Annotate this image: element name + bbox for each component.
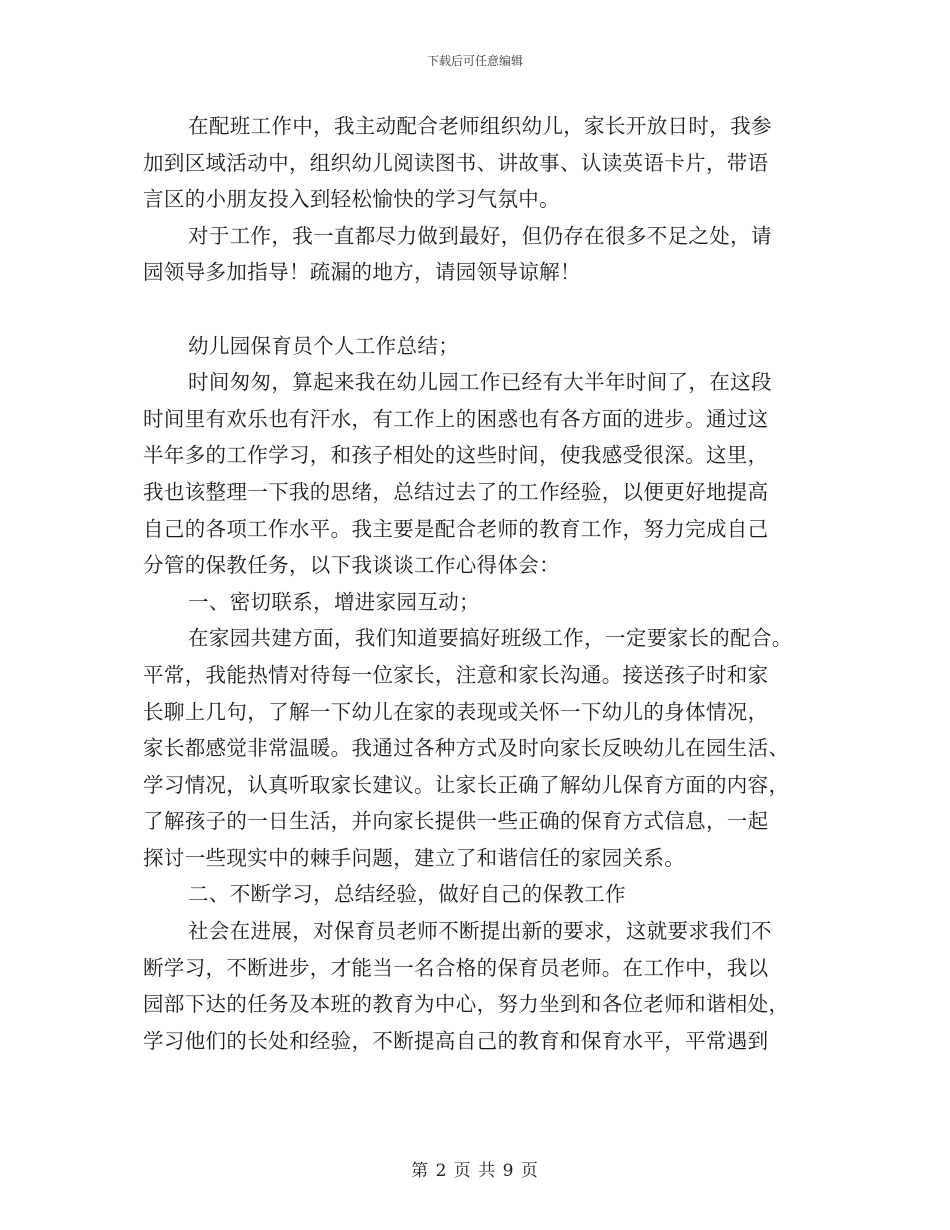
text-line: 长聊上几句，了解一下幼儿在家的表现或关怀一下幼儿的身体情况， (143, 699, 769, 724)
text-line: 了解孩子的一日生活，并向家长提供一些正确的保育方式信息，一起 (143, 809, 769, 834)
text-line: 言区的小朋友投入到轻松愉快的学习气氛中。 (143, 187, 560, 212)
text-line: 园领导多加指导！疏漏的地方，请园领导谅解！ (143, 260, 581, 285)
text-line: 在家园共建方面，我们知道要搞好班级工作，一定要家长的配合。 (188, 626, 793, 651)
text-line: 园部下达的任务及本班的教育为中心，努力坐到和各位老师和谐相处， (143, 992, 790, 1017)
text-line: 二、不断学习，总结经验，做好自己的保教工作 (188, 882, 626, 907)
text-line: 加到区域活动中，组织幼儿阅读图书、讲故事、认读英语卡片，带语 (143, 150, 769, 175)
text-line: 家长都感觉非常温暖。我通过各种方式及时向家长反映幼儿在园生活、 (143, 736, 790, 761)
text-line: 平常，我能热情对待每一位家长，注意和家长沟通。接送孩子时和家 (143, 662, 769, 687)
text-line: 对于工作，我一直都尽力做到最好，但仍存在很多不足之处，请 (188, 223, 772, 248)
text-line: 时间里有欢乐也有汗水，有工作上的困惑也有各方面的进步。通过这 (143, 406, 769, 431)
text-line: 社会在进展，对保育员老师不断提出新的要求，这就要求我们不 (188, 919, 772, 944)
document-body (143, 108, 823, 1059)
text-line: 分管的保教任务，以下我谈谈工作心得体会： (143, 553, 560, 578)
text-line: 学习情况，认真听取家长建议。让家长正确了解幼儿保育方面的内容， (143, 772, 790, 797)
text-line: 断学习，不断进步，才能当一名合格的保育员老师。在工作中，我以 (143, 955, 769, 980)
text-line: 我也该整理一下我的思绪，总结过去了的工作经验，以便更好地提高 (143, 479, 769, 504)
text-line: 学习他们的长处和经验，不断提高自己的教育和保育水平，平常遇到 (143, 1028, 769, 1053)
text-line: 自己的各项工作水平。我主要是配合老师的教育工作，努力完成自己 (143, 516, 769, 541)
page-footer: 第 2 页 共 9 页 (411, 1161, 539, 1181)
text-line: 幼儿园保育员个人工作总结； (188, 333, 460, 358)
text-line: 探讨一些现实中的棘手问题，建立了和谐信任的家园关系。 (143, 845, 686, 870)
text-line: 半年多的工作学习，和孩子相处的这些时间，使我感受很深。这里， (143, 443, 769, 468)
text-line: 在配班工作中，我主动配合老师组织幼儿，家长开放日时，我参 (188, 114, 772, 138)
text-line: 时间匆匆，算起来我在幼儿园工作已经有大半年时间了，在这段 (188, 370, 772, 395)
text-line: 一、密切联系，增进家园互动； (188, 589, 480, 614)
page-header: 下载后可任意编辑 (426, 54, 523, 68)
paragraph-gap (143, 291, 823, 328)
